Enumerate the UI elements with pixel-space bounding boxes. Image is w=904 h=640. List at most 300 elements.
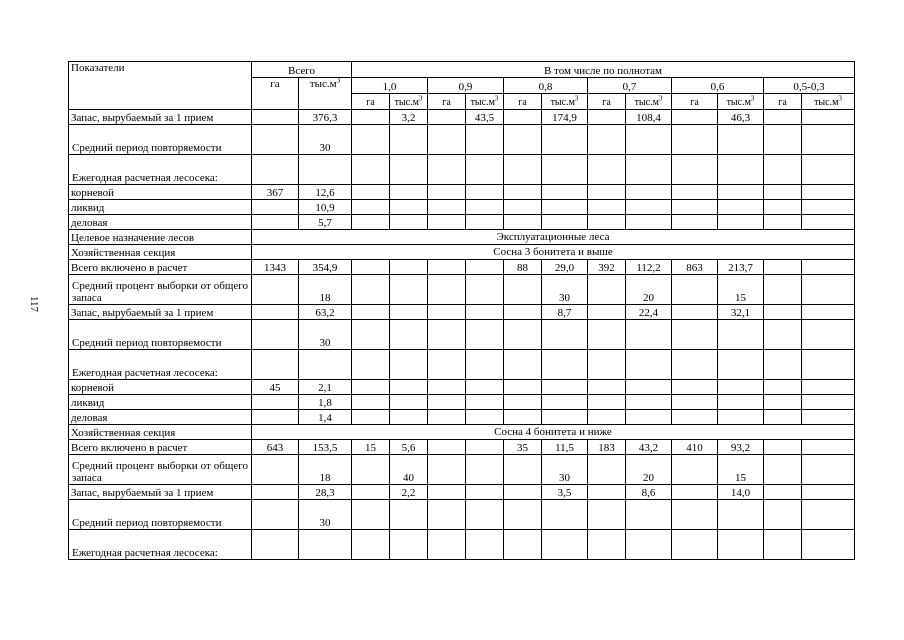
table-cell: 35 [504,440,542,455]
table-cell: 93,2 [718,440,764,455]
table-cell [466,275,504,305]
table-cell [802,485,855,500]
table-cell [352,530,390,560]
unit-volume-exponent: 3 [418,94,423,103]
table-cell [428,320,466,350]
table-cell [428,215,466,230]
table-cell [504,485,542,500]
page-number: 117 [28,295,40,313]
table-cell: 376,3 [299,110,352,125]
table-cell [390,500,428,530]
table-row [69,215,855,230]
unit-volume-text: тыс.м [470,97,495,108]
table-cell [672,215,718,230]
table-cell [466,455,504,485]
data-table [68,61,855,560]
density-header: 0,8 [504,78,588,94]
row-label: Ежегодная расчетная лесосека: [69,350,252,380]
unit-volume-exponent: 3 [658,94,663,103]
table-cell: 40 [390,455,428,485]
table-cell [718,380,764,395]
unit-ha: га [588,94,626,110]
table-cell: 367 [252,185,299,200]
table-cell: 10,9 [299,200,352,215]
table-cell [672,155,718,185]
table-cell: 153,5 [299,440,352,455]
row-label: деловая [69,410,252,425]
header-by-density: В том числе по полнотам [352,62,855,78]
table-cell: 18 [299,275,352,305]
table-cell [390,410,428,425]
total-unit-ha: га [252,78,299,110]
table-cell [390,275,428,305]
table-cell [718,185,764,200]
row-label: деловая [69,215,252,230]
table-cell [352,215,390,230]
table-cell [428,410,466,425]
table-cell [802,440,855,455]
table-row [69,320,855,350]
table-cell [672,200,718,215]
table-cell [352,155,390,185]
table-cell [466,485,504,500]
row-label: ликвид [69,200,252,215]
table-cell [802,305,855,320]
table-cell: 88 [504,260,542,275]
row-label: Всего включено в расчет [69,440,252,455]
table-cell [466,350,504,380]
table-cell [428,305,466,320]
table-cell [252,275,299,305]
table-cell [764,440,802,455]
table-cell [626,320,672,350]
table-cell [466,380,504,395]
unit-volume [466,94,504,110]
unit-volume [626,94,672,110]
table-cell [504,275,542,305]
table-cell: 183 [588,440,626,455]
table-cell [802,155,855,185]
table-cell [802,530,855,560]
table-cell [626,215,672,230]
table-row [69,350,855,380]
row-label: Средний процент выборки от общего запаса [69,455,252,485]
table-cell [352,410,390,425]
table-cell [352,350,390,380]
table-cell [588,125,626,155]
table-cell [299,350,352,380]
table-cell [252,350,299,380]
table-cell [542,185,588,200]
unit-volume [542,94,588,110]
table-cell [764,305,802,320]
table-cell [542,320,588,350]
table-cell [626,500,672,530]
table-cell [672,455,718,485]
table-cell [588,530,626,560]
row-label: Средний процент выборки от общего запаса [69,275,252,305]
table-cell [428,350,466,380]
table-cell [390,125,428,155]
row-label: корневой [69,380,252,395]
row-label: Всего включено в расчет [69,260,252,275]
density-header: 0,6 [672,78,764,94]
density-header: 0,7 [588,78,672,94]
table-cell [390,530,428,560]
table-cell [802,125,855,155]
table-cell [390,200,428,215]
table-row [69,410,855,425]
table-cell [588,275,626,305]
table-cell: 43,5 [466,110,504,125]
table-cell [764,485,802,500]
table-cell [390,320,428,350]
total-unit-volume [299,78,352,110]
table-cell [428,125,466,155]
table-cell [390,395,428,410]
table-cell [802,500,855,530]
density-header: 0,9 [428,78,504,94]
table-cell [764,275,802,305]
table-cell [390,305,428,320]
table-cell [588,380,626,395]
table-cell: 30 [299,125,352,155]
table-cell: 3,5 [542,485,588,500]
table-cell: 3,2 [390,110,428,125]
table-row [69,155,855,185]
table-cell: 20 [626,455,672,485]
table-cell [252,200,299,215]
table-cell: 15 [718,275,764,305]
table-cell [672,485,718,500]
table-row [69,305,855,320]
table-cell [542,530,588,560]
table-cell: 8,7 [542,305,588,320]
table-cell [352,395,390,410]
table-cell [672,380,718,395]
unit-volume-text: тыс.м [814,97,839,108]
table-cell [252,485,299,500]
row-label: Запас, вырубаемый за 1 прием [69,485,252,500]
table-cell: 43,2 [626,440,672,455]
unit-volume-exponent: 3 [494,94,499,103]
table-row [69,500,855,530]
table-cell [764,410,802,425]
table-cell [626,125,672,155]
table-cell [802,260,855,275]
table-cell [802,185,855,200]
table-cell [672,500,718,530]
table-cell [718,125,764,155]
table-cell [466,530,504,560]
table-cell [802,350,855,380]
table-cell: 30 [299,500,352,530]
table-cell [802,455,855,485]
density-header: 1,0 [352,78,428,94]
table-cell [504,125,542,155]
table-cell [504,455,542,485]
unit-ha: га [672,94,718,110]
table-cell: 643 [252,440,299,455]
table-cell [764,215,802,230]
table-cell [542,500,588,530]
row-label: Хозяйственная секция [69,245,252,260]
table-cell: 30 [299,320,352,350]
table-row [69,275,855,305]
header-total: Всего [252,62,352,78]
table-cell: 112,2 [626,260,672,275]
unit-ha: га [428,94,466,110]
table-cell: 863 [672,260,718,275]
table-cell [252,125,299,155]
table-cell [802,275,855,305]
table-cell [802,200,855,215]
table-cell [542,155,588,185]
unit-volume-text: тыс.м [394,97,419,108]
table-cell [428,275,466,305]
table-cell [428,110,466,125]
table-cell [504,350,542,380]
table-cell [542,410,588,425]
table-cell [504,305,542,320]
table-cell [672,305,718,320]
table-cell [588,350,626,380]
unit-ha: га [764,94,802,110]
table-cell [802,410,855,425]
table-cell: 18 [299,455,352,485]
table-cell [718,350,764,380]
table-cell [588,155,626,185]
unit-ha: га [504,94,542,110]
table-cell [626,380,672,395]
section-value: Сосна 4 бонитета и ниже [252,425,855,440]
table-cell [428,185,466,200]
table-cell [504,500,542,530]
table-cell [588,320,626,350]
table-cell: 15 [352,440,390,455]
table-cell [764,110,802,125]
table-cell [626,395,672,410]
unit-volume-exponent: 3 [574,94,579,103]
table-cell [802,110,855,125]
table-cell [466,185,504,200]
table-cell [588,455,626,485]
row-label: Запас, вырубаемый за 1 прием [69,305,252,320]
table-cell [428,485,466,500]
table-cell [390,215,428,230]
table-row [69,425,855,440]
table-cell [504,530,542,560]
table-cell [626,410,672,425]
table-cell: 46,3 [718,110,764,125]
row-label: корневой [69,185,252,200]
table-cell [672,395,718,410]
table-cell [252,305,299,320]
unit-volume [390,94,428,110]
table-cell [504,380,542,395]
header-indicators: Показатели [69,62,252,110]
table-cell [466,260,504,275]
row-label: Ежегодная расчетная лесосека: [69,530,252,560]
table-cell [428,260,466,275]
table-cell [428,380,466,395]
unit-volume-text: тыс.м [634,97,659,108]
table-cell [764,530,802,560]
table-cell [718,320,764,350]
table-cell [428,530,466,560]
table-cell [352,455,390,485]
table-cell [390,350,428,380]
table-cell: 11,5 [542,440,588,455]
table-cell [672,320,718,350]
unit-volume-text: тыс.м [550,97,575,108]
table-cell: 392 [588,260,626,275]
table-cell [718,215,764,230]
table-row [69,185,855,200]
table-cell [764,350,802,380]
table-row [69,395,855,410]
table-cell [542,380,588,395]
table-cell: 5,6 [390,440,428,455]
table-row [69,530,855,560]
table-cell: 1,8 [299,395,352,410]
row-label: Средний период повторяемости [69,320,252,350]
table-cell [466,200,504,215]
table-cell [390,380,428,395]
table-cell [299,155,352,185]
table-cell [588,395,626,410]
table-cell [802,215,855,230]
unit-volume [718,94,764,110]
table-cell [466,305,504,320]
table-cell: 30 [542,455,588,485]
table-cell [466,155,504,185]
table-cell: 22,4 [626,305,672,320]
table-cell [352,260,390,275]
table-cell [466,320,504,350]
row-label: Средний период повторяемости [69,500,252,530]
row-label: Средний период повторяемости [69,125,252,155]
section-value: Эксплуатационные леса [252,230,855,245]
table-cell: 174,9 [542,110,588,125]
row-label: Запас, вырубаемый за 1 прием [69,110,252,125]
table-cell [466,410,504,425]
table-row [69,125,855,155]
table-cell [352,305,390,320]
row-label: Ежегодная расчетная лесосека: [69,155,252,185]
density-header: 0,5-0,3 [764,78,855,94]
table-cell: 5,7 [299,215,352,230]
table-cell [764,260,802,275]
table-cell [352,380,390,395]
table-cell [542,395,588,410]
table-cell [466,125,504,155]
table-cell: 213,7 [718,260,764,275]
table-cell [588,485,626,500]
table-cell: 2,2 [390,485,428,500]
table-cell [764,500,802,530]
table-cell [626,530,672,560]
unit-volume [802,94,855,110]
table-row [69,245,855,260]
table-row [69,260,855,275]
table-cell [428,155,466,185]
table-cell [718,500,764,530]
row-label: Целевое назначение лесов [69,230,252,245]
table-cell [588,305,626,320]
table-cell [588,410,626,425]
table-cell: 8,6 [626,485,672,500]
table-cell [428,200,466,215]
table-cell [504,410,542,425]
table-cell: 1343 [252,260,299,275]
table-cell [764,455,802,485]
table-cell [352,110,390,125]
table-cell: 45 [252,380,299,395]
table-cell [504,200,542,215]
table-cell: 20 [626,275,672,305]
table-cell [764,125,802,155]
table-cell [466,215,504,230]
unit-volume-exponent: 3 [336,77,341,85]
table-cell [802,320,855,350]
table-row [69,200,855,215]
table-cell [542,215,588,230]
table-cell [802,380,855,395]
row-label: ликвид [69,395,252,410]
table-cell [466,440,504,455]
table-cell [764,185,802,200]
table-cell: 14,0 [718,485,764,500]
table-cell: 410 [672,440,718,455]
table-row [69,380,855,395]
table-cell: 1,4 [299,410,352,425]
table-cell [428,395,466,410]
unit-ha: га [352,94,390,110]
table-cell [252,455,299,485]
table-cell [504,215,542,230]
table-cell [764,320,802,350]
table-cell [352,500,390,530]
row-label: Хозяйственная секция [69,425,252,440]
table-cell [504,155,542,185]
table-cell [626,200,672,215]
table-cell [588,185,626,200]
table-cell [252,320,299,350]
table-cell: 15 [718,455,764,485]
table-cell [252,110,299,125]
table-cell [764,395,802,410]
table-cell [672,410,718,425]
table-cell: 29,0 [542,260,588,275]
table-cell [672,110,718,125]
table-cell [428,500,466,530]
table-cell [626,350,672,380]
table-cell [504,320,542,350]
table-cell: 30 [542,275,588,305]
table-cell [252,410,299,425]
table-cell [764,155,802,185]
table-cell: 32,1 [718,305,764,320]
table-cell [588,500,626,530]
table-cell [352,485,390,500]
table-cell: 2,1 [299,380,352,395]
table-cell [672,275,718,305]
table-cell [718,530,764,560]
table-cell [802,395,855,410]
table-cell [718,395,764,410]
table-row [69,440,855,455]
